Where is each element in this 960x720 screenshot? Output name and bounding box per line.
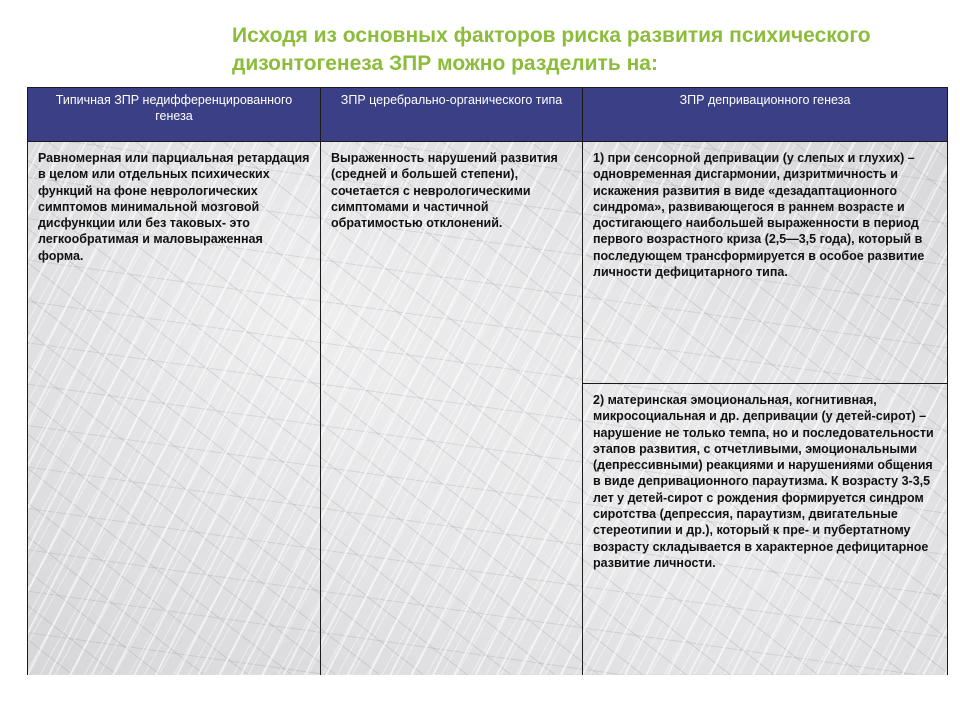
zpr-classification-table xyxy=(27,87,948,675)
cell-deprivation-sensory: 1) при сенсорной депривации (у слепых и глухих) – одновременная дисгармонии, дизритмичность и искажения развития в виде «дезадаптационного синдрома», развивающегося в раннем возрасте и достигающего наибольшей выраженности в период первого возрастного криза (2,5—3,5 года), который в последующем трансформируется в особое развитие личности дефицитарного типа. xyxy=(583,142,948,384)
table-header-row xyxy=(28,88,948,142)
column-header-typical: Типичная ЗПР недифференцированного генеза xyxy=(28,88,321,142)
table-row xyxy=(28,142,948,384)
slide-title: Исходя из основных факторов риска развития психического дизонтогенеза ЗПР можно разделить на: xyxy=(232,24,871,75)
cell-typical: Равномерная или парциальная ретардация в целом или отдельных психических функций на фоне неврологических симптомов минимальной мозговой дисфункции или без таковых- это легкообратимая и маловыраженная форма. xyxy=(28,142,321,676)
slide-title-wrapper xyxy=(232,22,932,84)
column-header-deprivation: ЗПР депривационного генеза xyxy=(583,88,948,142)
column-header-cerebral: ЗПР церебрально-органического типа xyxy=(321,88,583,142)
cell-deprivation-maternal: 2) материнская эмоциональная, когнитивная, микросоциальная и др. депривации (у детей-сирот) – нарушение не только темпа, но и последовательности этапов развития, с отчетливыми, эмоциональными (депрессивными) реакциями и нарушениями общения в виде депривационного параутизма. К возрасту 3-3,5 лет у детей-сирот с рождения формируется синдром сиротства (депрессия, параутизм, двигательные стереотипии и др.), который к пре- и пубертатному возрасту складывается в характерное дефицитарное развитие личности. xyxy=(583,384,948,676)
cell-cerebral: Выраженность нарушений развития (средней и большей степени), сочетается с неврологическими симптомами и частичной обратимостью отклонений. xyxy=(321,142,583,676)
